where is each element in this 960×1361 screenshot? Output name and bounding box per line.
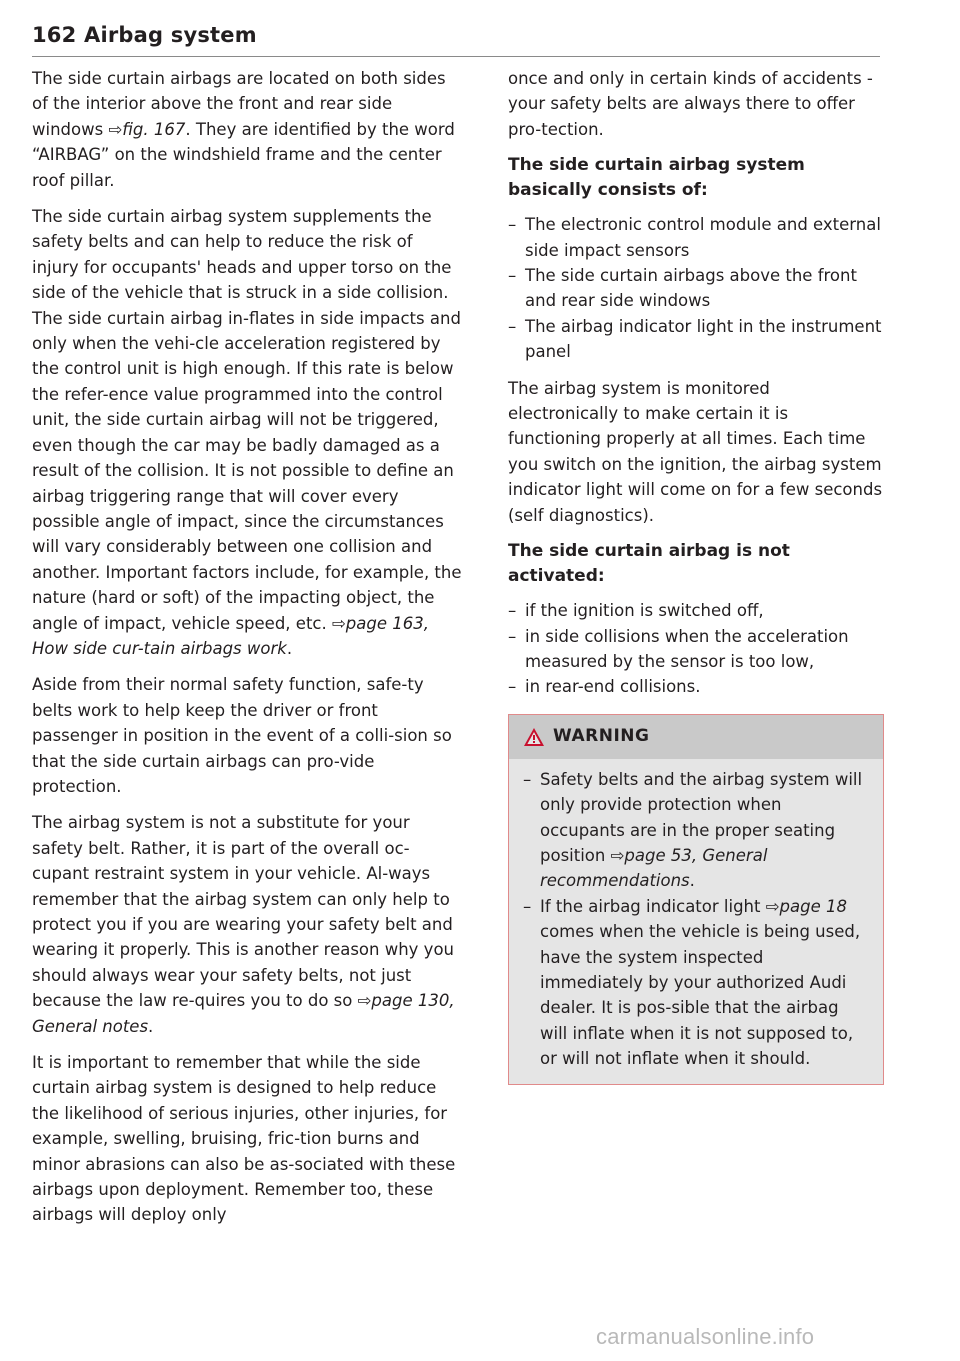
paragraph: Aside from their normal safety function, safe-ty belts work to help keep the driver or front passenger in position in the event of a colli-sion so that the side curtain airbags can pro-vide protection. <box>32 675 452 796</box>
paragraph: The side curtain airbags are located on both sides of the interior above the front and rear side windows ⇨fig. 167. They are identified by the word “AIRBAG” on the windshield frame and the center roof pillar. <box>32 69 455 190</box>
paragraph: The side curtain airbag system supplements the safety belts and can help to reduce the risk of injury for occupants' heads and upper torso on the side of the vehicle that is struck in a side collision. The side curtain airbag in-flates in side impacts and only when the vehi-cle acceleration registered by the control unit is high enough. If this rate is below the refer-ence value programmed into the control unit, the side curtain airbag will not be triggered, even though the car may be badly damaged as a result of the collision. It is not possible to define an airbag triggering range that will cover every possible angle of impact, since the circumstances will vary considerably between one collision and another. Important factors include, for example, the nature (hard or soft) of the impacting object, the angle of impact, vehicle speed, etc. ⇨page 163, How side cur-tain airbags work. <box>32 207 462 658</box>
list-item: – in side collisions when the acceleration measured by the sensor is too low, <box>508 624 884 675</box>
watermark: carmanualsonline.info <box>596 1324 815 1349</box>
list-item: – The electronic control module and external side impact sensors <box>508 212 884 263</box>
left-column <box>32 66 462 1239</box>
component-list <box>508 212 884 364</box>
paragraph: once and only in certain kinds of accidents -your safety belts are always there to offer pro-tection. <box>508 69 873 139</box>
paragraph: It is important to remember that while the side curtain airbag system is designed to help reduce the likelihood of serious injuries, other injuries, for example, swelling, bruising, fric-tion burns and minor abrasions can also be as-sociated with these airbags upon deployment. Remember too, these airbags will deploy only <box>32 1053 456 1225</box>
paragraph: The airbag system is monitored electronically to make certain it is functioning properly at all times. Each time you switch on the ignition, the airbag system indicator light will come on for a few seconds (self diagnostics). <box>508 378 883 525</box>
list-item: – The side curtain airbags above the front and rear side windows <box>508 263 884 314</box>
list-item: – The airbag indicator light in the instrument panel <box>508 314 884 365</box>
condition-list <box>508 598 884 700</box>
warning-box <box>508 714 884 1085</box>
page-reference-link[interactable]: ⇨page 18 <box>765 896 847 916</box>
list-item: – in rear-end collisions. <box>508 674 884 699</box>
page-reference-link[interactable]: ⇨page 53, General recommendations <box>540 845 768 891</box>
right-column <box>508 66 884 1085</box>
warning-title: WARNING <box>553 726 650 747</box>
paragraph: The airbag system is not a substitute for your safety belt. Rather, it is part of the overall oc-cupant restraint system in your vehicle. Al-ways remember that the airbag system can only help to protect you if you are wearing your safety belt and wearing it properly. This is another reason why you should always wear your safety belts, not just because the law re-quires you to do so ⇨page 130, General notes. <box>32 813 455 1036</box>
page-header <box>32 22 880 57</box>
warning-body <box>509 759 883 1084</box>
page-number: 162 <box>32 23 77 47</box>
figure-reference-link[interactable]: ⇨fig. 167 <box>108 119 186 139</box>
section-title: Airbag system <box>84 23 257 47</box>
sub-heading: The side curtain airbag system basically consists of: <box>508 155 805 201</box>
warning-header <box>509 715 883 759</box>
warning-item: – If the airbag indicator light ⇨page 18 comes when the vehicle is being used, have the system inspected immediately by your authorized Audi dealer. It is pos-sible that the airbag will inflate when it is not supposed to, or will not inflate when it should. <box>523 894 871 1072</box>
sub-heading: The side curtain airbag is not activated: <box>508 541 790 587</box>
page-reference-link[interactable]: ⇨page 130, General notes <box>32 991 455 1036</box>
page-reference-link[interactable]: ⇨page 163, How side cur-tain airbags work <box>32 613 430 658</box>
list-item: – if the ignition is switched off, <box>508 598 884 623</box>
warning-item: – Safety belts and the airbag system will only provide protection when occupants are in the proper seating position ⇨page 53, General recommendations. <box>523 767 871 894</box>
warning-triangle-icon <box>523 727 545 747</box>
